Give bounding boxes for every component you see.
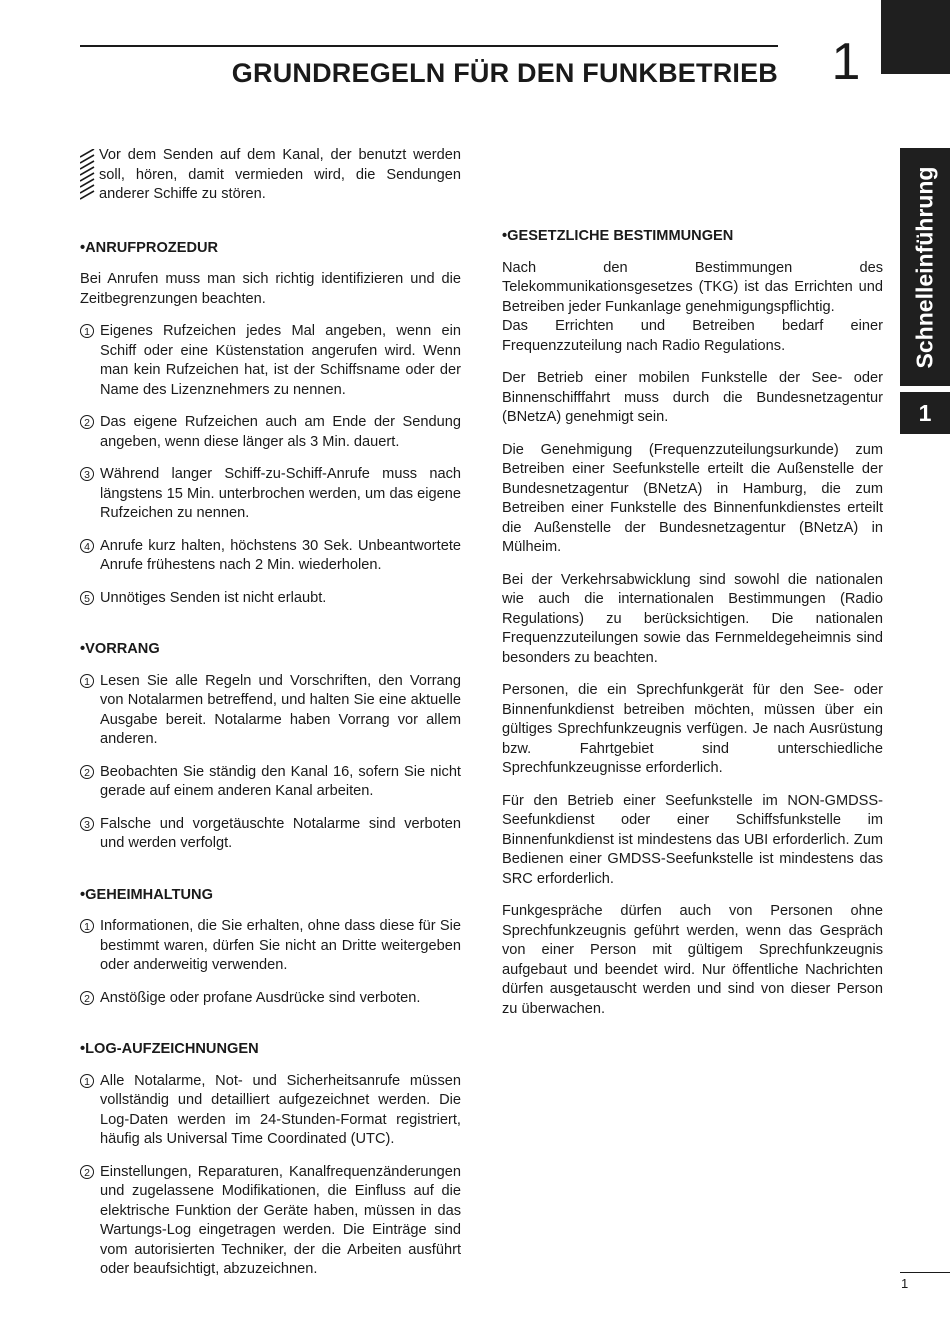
paragraph: Für den Betrieb einer Seefunkstelle im NON-GMDSS-Seefunkdienst oder einer Schiffsfunkstelle im Binnenfunkdienst ist mindestens das UBI erforderlich. Zum Bedienen einer GMDSS-Seefunkstelle ist mindestens das SRC erforderlich.	[502, 792, 883, 887]
footer-rule	[900, 1272, 950, 1273]
circled-number: 1	[80, 674, 94, 688]
section-heading: •LOG-AUFZEICHNUNGEN	[80, 1041, 259, 1057]
circled-number: 2	[80, 1165, 94, 1179]
section-geheimhaltung	[80, 886, 461, 1009]
page-title: GRUNDREGELN FÜR DEN FUNKBETRIEB	[231, 58, 778, 88]
paragraph: Personen, die ein Sprechfunkgerät für den See- oder Binnenfunkdienst betreiben möchten, müssen über ein gültiges Sprechfunkzeugnis verfügen. Je nach Ausrüstung bzw. Fahrtgebiet sind unterschiedliche Sprechfunkzeugnisse erforderlich.	[502, 682, 883, 776]
right-column	[502, 227, 883, 1032]
section-anrufprozedur	[80, 239, 461, 609]
section-heading: •GESETZLICHE BESTIMMUNGEN	[502, 228, 734, 244]
list-item: 3 Falsche und vorgetäuschte Notalarme sind verboten und werden verfolgt.	[80, 815, 461, 854]
list-item: 4 Anrufe kurz halten, höchstens 30 Sek. Unbeantwortete Anrufe frühestens nach 2 Min. wiederholen.	[80, 537, 461, 576]
list-item: 1 Eigenes Rufzeichen jedes Mal angeben, wenn ein Schiff oder eine Küstenstation angerufen wird. Wenn man kein Rufzeichen hat, ist der Schiffsname oder der Name des Lizenznehmers zu nennen.	[80, 322, 461, 400]
section-log-aufzeichnungen	[80, 1040, 461, 1280]
chapter-number: 1	[831, 33, 861, 91]
circled-number: 3	[80, 817, 94, 831]
paragraph: Nach den Bestimmungen des Telekommunikationsgesetzes (TKG) ist das Errichten und Betreiben jeder Funkanlage genehmigungspflichtig.	[502, 259, 883, 315]
list-item: 5 Unnötiges Senden ist nicht erlaubt.	[80, 589, 461, 609]
list-item: 1 Lesen Sie alle Regeln und Vorschriften, den Vorrang von Notalarmen betreffend, und halten Sie eine aktuelle Ausgabe bereit. Notalarme haben Vorrang vor allem anderen.	[80, 672, 461, 750]
section-heading: •ANRUFPROZEDUR	[80, 239, 219, 256]
caution-hatch-icon	[80, 149, 95, 203]
caution-note-text: Vor dem Senden auf dem Kanal, der benutzt werden soll, hören, damit vermieden wird, die Sendungen anderer Schiffe zu stören.	[99, 147, 461, 202]
paragraph: Das Errichten und Betreiben bedarf einer Frequenzzuteilung nach Radio Regulations.	[502, 318, 883, 354]
side-tab	[900, 148, 950, 386]
list-item: 2 Beobachten Sie ständig den Kanal 16, sofern Sie nicht gerade auf einem anderen Kanal arbeiten.	[80, 763, 461, 802]
circled-number: 4	[80, 539, 94, 553]
circled-number: 1	[80, 324, 94, 338]
circled-number: 2	[80, 765, 94, 779]
circled-number: 2	[80, 415, 94, 429]
section-heading: •VORRANG	[80, 641, 160, 657]
side-tab-number: 1	[900, 392, 950, 434]
section-heading: •GEHEIMHALTUNG	[80, 886, 213, 903]
section-vorrang	[80, 640, 461, 854]
circled-number: 1	[80, 1074, 94, 1088]
side-tab-label: Schnelleinführung	[911, 166, 938, 368]
list-item: 2 Einstellungen, Reparaturen, Kanalfrequenzänderungen und zugelassene Modifikationen, die Einfluss auf die elektrische Funktion der Geräte haben, müssen in das Wartungs-Log eingetragen werden. Die Einträge sind vom autorisierten Techniker, der die Arbeiten ausführt oder beaufsichtigt, abzuzeichnen.	[80, 1163, 461, 1280]
left-column	[80, 146, 461, 1312]
list-item: 1 Alle Notalarme, Not- und Sicherheitsanrufe müssen vollständig und detailliert aufgezeichnet werden. Die Log-Daten werden im 24-Stunden-Format registriert, häufig als Universal Time Coordinated (UTC).	[80, 1072, 461, 1150]
circled-number: 1	[80, 919, 94, 933]
section-intro: Bei Anrufen muss man sich richtig identifizieren und die Zeitbegrenzungen beachten.	[80, 271, 461, 307]
header-rule	[80, 45, 778, 47]
paragraph: Funkgespräche dürfen auch von Personen ohne Sprechfunkzeugnis geführt werden, wenn das Gespräch von einer Person mit gültigem Sprechfunkzeugnis aufgebaut und beendet wird. Nur öffentliche Nachrichten dürfen ausgetauscht werden und sind von dieser Person zu überwachen.	[502, 903, 883, 1017]
caution-note	[80, 146, 461, 205]
paragraph: Bei der Verkehrsabwicklung sind sowohl die nationalen wie auch die internationalen Bestimmungen (Radio Regulations) zu berücksichtigen. Die nationalen Frequenzzuteilungen sowie das Fernmeldegeheimnis sind besonders zu beachten.	[502, 571, 883, 666]
circled-number: 2	[80, 991, 94, 1005]
paragraph: Der Betrieb einer mobilen Funkstelle der See- oder Binnenschifffahrt muss durch die Bundesnetzagentur (BNetzA) genehmigt sein.	[502, 370, 883, 425]
page-number: 1	[901, 1276, 909, 1291]
circled-number: 3	[80, 467, 94, 481]
list-item: 2 Anstößige oder profane Ausdrücke sind verboten.	[80, 989, 461, 1009]
list-item: 3 Während langer Schiff-zu-Schiff-Anrufe muss nach längstens 15 Min. unterbrochen werden, um das eigene Rufzeichen zu nennen.	[80, 465, 461, 524]
circled-number: 5	[80, 591, 94, 605]
list-item: 1 Informationen, die Sie erhalten, ohne dass diese für Sie bestimmt waren, dürfen Sie nicht an Dritte weitergeben oder anderweitig verwenden.	[80, 917, 461, 976]
paragraph: Die Genehmigung (Frequenzzuteilungsurkunde) zum Betreiben einer Seefunkstelle erteilt die Außenstelle der Bundesnetzagentur (BNetzA) in Hamburg, die zum Betreiben einer Funkstelle des Binnenfunkdienstes erteilt die Außenstelle der Bundesnetzagentur (BNetzA) in Mülheim.	[502, 441, 883, 555]
chapter-tab-block	[881, 0, 950, 74]
list-item: 2 Das eigene Rufzeichen auch am Ende der Sendung angeben, wenn diese länger als 3 Min. dauert.	[80, 413, 461, 452]
